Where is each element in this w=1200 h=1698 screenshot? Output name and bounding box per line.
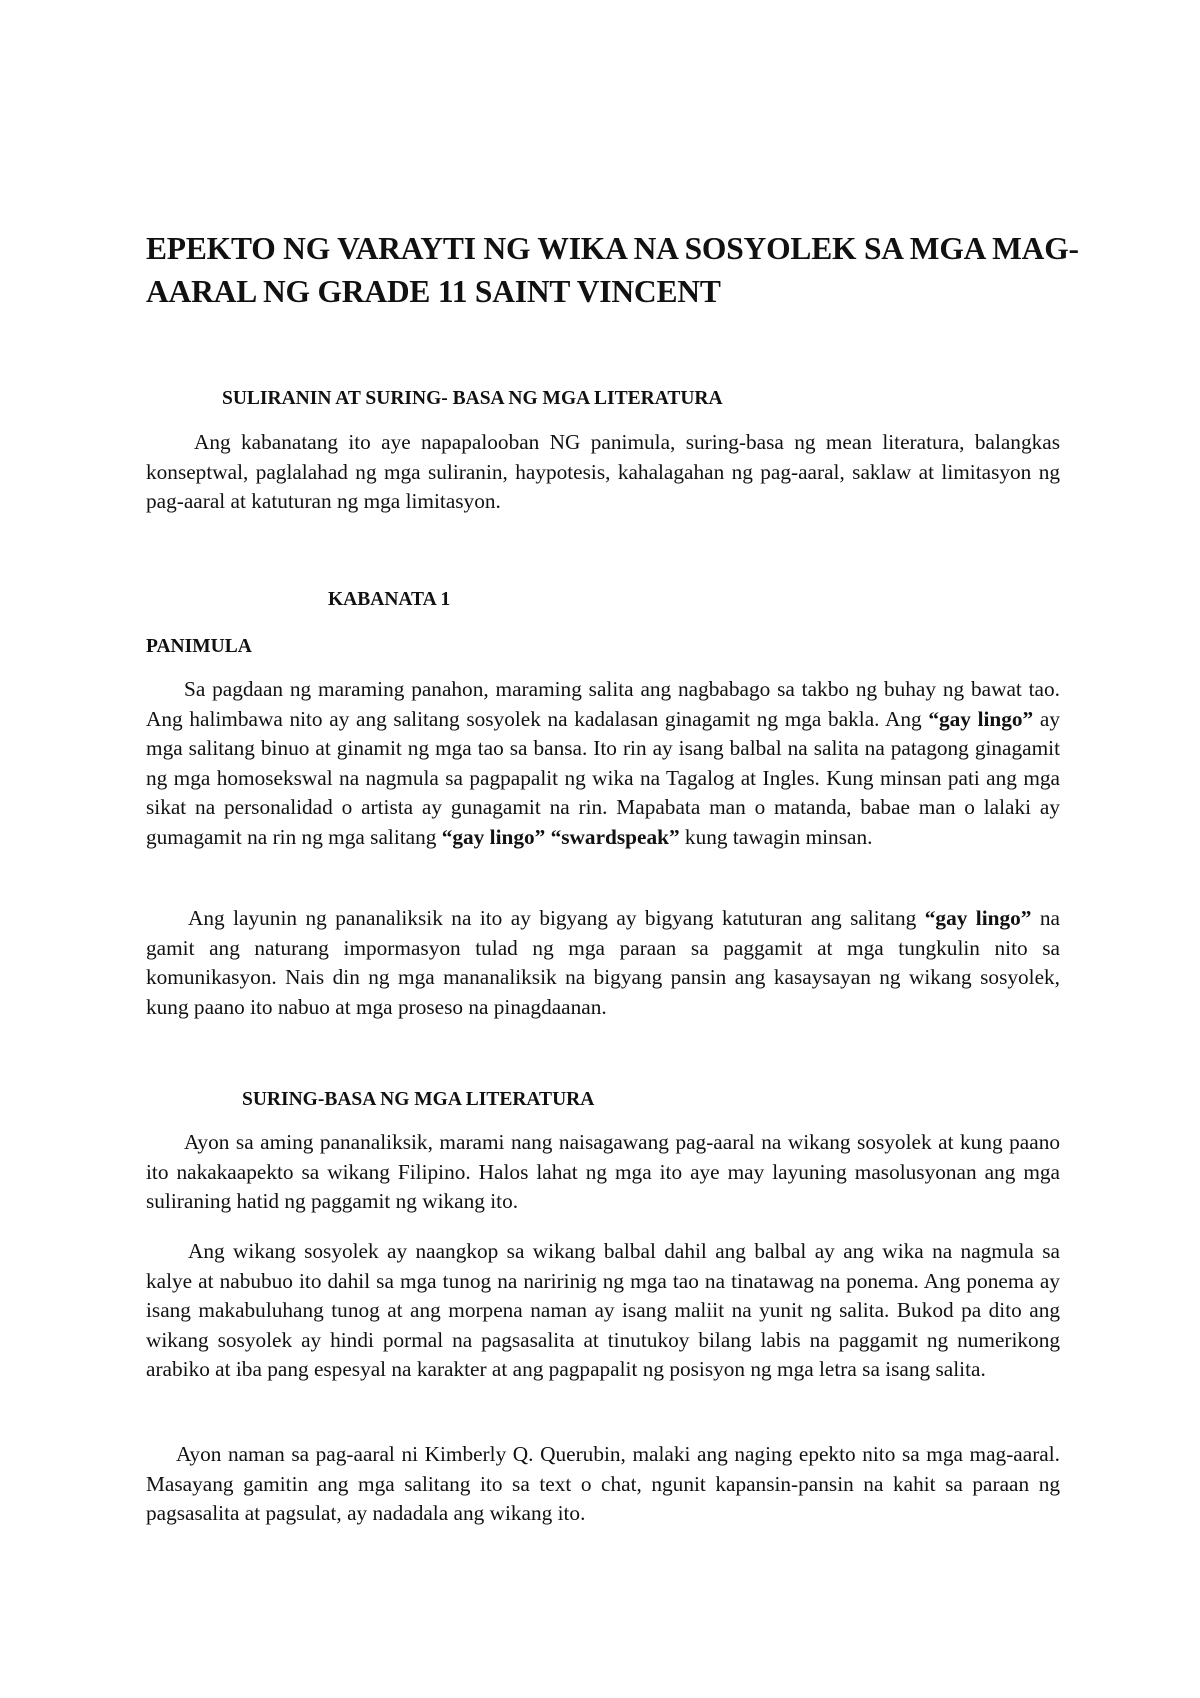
chapter-heading: KABANATA 1 — [328, 589, 451, 610]
section-heading-suring-basa: SURING-BASA NG MGA LITERATURA — [242, 1089, 595, 1110]
section-heading-suliranin: SULIRANIN AT SURING- BASA NG MGA LITERATURA — [222, 388, 723, 409]
panimula-p1-text-1: Sa pagdaan ng maraming panahon, maraming salita ang nagbabago sa takbo ng buhay ng bawat tao. Ang halimbawa nito ay ang salitang sosyolek na kadalasan ginagamit ng mga bakla. Ang — [146, 677, 1060, 731]
term-gay-lingo-2: “gay lingo” — [924, 906, 1032, 930]
suring-paragraph-3: Ayon naman sa pag-aaral ni Kimberly Q. Querubin, malaki ang naging epekto nito sa mga mag-aaral. Masayang gamitin ang mga salitang ito sa text o chat, ngunit kapansin-pansin na kahit sa paraan ng pagsasalita at pagsulat, ay nadadala ang wikang ito. — [146, 1442, 1060, 1526]
term-gay-lingo: “gay lingo” — [928, 706, 1034, 731]
panimula-p2-text-1: Ang layunin ng pananaliksik na ito ay bigyang ay bigyang katuturan ang salitang — [188, 906, 925, 930]
suring-paragraph-1: Ayon sa aming pananaliksik, marami nang naisagawang pag-aaral na wikang sosyolek at kung paano ito nakakaapekto sa wikang Filipino. Halos lahat ng mga ito aye may layuning masolusyonan ang mga suliraning hatid ng paggamit ng wikang ito. — [146, 1130, 1060, 1214]
panimula-p2-text-2: na gamit ang naturang impormasyon tulad ng mga paraan sa paggamit at mga tungkulin nito sa komunikasyon. Nais din ng mga mananaliksik na bigyang pansin ang kasaysayan ng wikang sosyolek, kung paano ito nabuo at mga proseso na pinagdaanan. — [146, 906, 1060, 1019]
suring-paragraph-2: Ang wikang sosyolek ay naangkop sa wikang balbal dahil ang balbal ay ang wika na nagmula sa kalye at nabubuo ito dahil sa mga tunog na naririnig ng mga tao na tinatawag na ponema. Ang ponema ay isang makabuluhang tunog at ang morpena naman ay isang maliit na yunit ng salita. Bukod pa dito ang wikang sosyolek ay hindi pormal na pagsasalita at tinutukoy bilang labis na paggamit ng numerikong arabiko at iba pang espesyal na karakter at ang pagpapalit ng posisyon ng mga letra sa isang salita. — [146, 1239, 1060, 1382]
panimula-p1-text-2: ay mga salitang binuo at ginamit ng mga tao sa bansa. Ito rin ay isang balbal na salita na patagong ginagamit ng mga homosekswal na nagmula sa pagpapalit ng wika na Tagalog at Ingles. Kung minsan pati ang mga sikat na personalidad o artista ay gunagamit na rin. Mapabata man o matanda, babae man o lalaki ay gumagamit na rin ng mga salitang — [146, 706, 1060, 849]
term-gay-lingo-swardspeak: “gay lingo” “swardspeak” — [441, 824, 680, 849]
document-title: EPEKTO NG VARAYTI NG WIKA NA SOSYOLEK SA MGA MAG-AARAL NG GRADE 11 SAINT VINCENT — [146, 231, 1079, 309]
panimula-paragraph-2 — [146, 904, 1060, 1022]
panimula-heading: PANIMULA — [146, 636, 252, 657]
panimula-p1-text-3: kung tawagin minsan. — [679, 824, 873, 849]
intro-paragraph: Ang kabanatang ito aye napapalooban NG panimula, suring-basa ng mean literatura, balangkas konseptwal, paglalahad ng mga suliranin, haypotesis, kahalagahan ng pag-aaral, saklaw at limitasyon ng pag-aaral at katuturan ng mga limitasyon. — [146, 430, 1060, 514]
panimula-paragraph-1 — [146, 675, 1060, 853]
